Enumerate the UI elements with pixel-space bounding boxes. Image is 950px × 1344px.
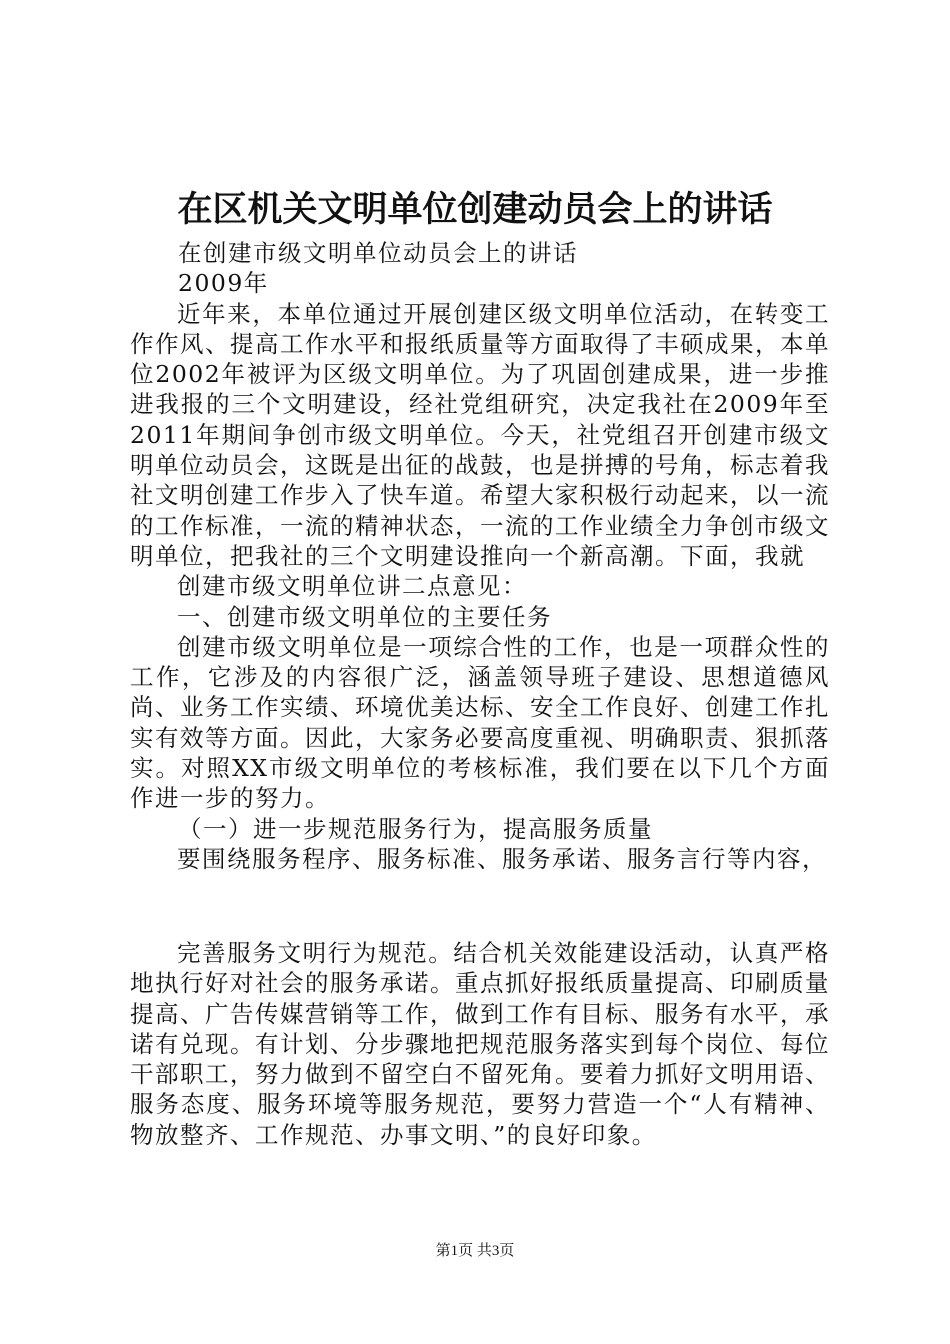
subtitle-line: 在创建市级文明单位动员会上的讲话 [178,239,578,267]
body-paragraph: 完善服务文明行为规范。结合机关效能建设活动，认真严格地执行好对社会的服务承诺。重点抓好报纸质量提高、印刷质量提高、广告传媒营销等工作，做到工作有目标、服务有水平，承诺有兑现。有计划、分步骤地把规范服务落实到每个岗位、每位干部职工，努力做到不留空白不留死角。要着力抓好文明用语、服务态度、服务环境等服务规范，要努力营造一个“人有精神、物放整齐、工作规范、办事文明、”的良好印象。 [130,939,830,1149]
document-title: 在区机关文明单位创建动员会上的讲话 [177,189,773,230]
document-body-bottom [130,938,830,1150]
body-paragraph: 创建市级文明单位是一项综合性的工作，也是一项群众性的工作，它涉及的内容很广泛，涵盖领导班子建设、思想道德风尚、业务工作实绩、环境优美达标、安全工作良好、创建工作扎实有效等方面。因此，大家务必要高度重视、明确职责、狠抓落实。对照XX市级文明单位的考核标准，我们要在以下几个方面作进一步的努力。 [130,632,830,813]
date-line: 2009年 [178,269,269,298]
body-paragraph: 近年来，本单位通过开展创建区级文明单位活动，在转变工作作风、提高工作水平和报纸质量等方面取得了丰硕成果，本单位2002年被评为区级文明单位。为了巩固创建成果，进一步推进我报的三个文明建设，经社党组研究，决定我社在2009年至2011年期间争创市级文明单位。今天，社党组召开创建市级文明单位动员会，这既是出征的战鼓，也是拼搏的号角，标志着我社文明创建工作步入了快车道。希望大家积极行动起来，以一流的工作标准，一流的精神状态，一流的工作业绩全力争创市级文明单位，把我社的三个文明建设推向一个新高潮。下面，我就 [130,299,830,570]
body-paragraph: 创建市级文明单位讲二点意见： [177,572,527,601]
document-body-top [130,238,830,874]
subsection-heading: （一）进一步规范服务行为，提高服务质量 [178,814,653,843]
page-footer: 第1页 共3页 [435,1243,515,1259]
section-heading: 一、创建市级文明单位的主要任务 [177,602,552,631]
body-paragraph: 要围绕服务程序、服务标准、服务承诺、服务言行等内容， [177,844,827,873]
